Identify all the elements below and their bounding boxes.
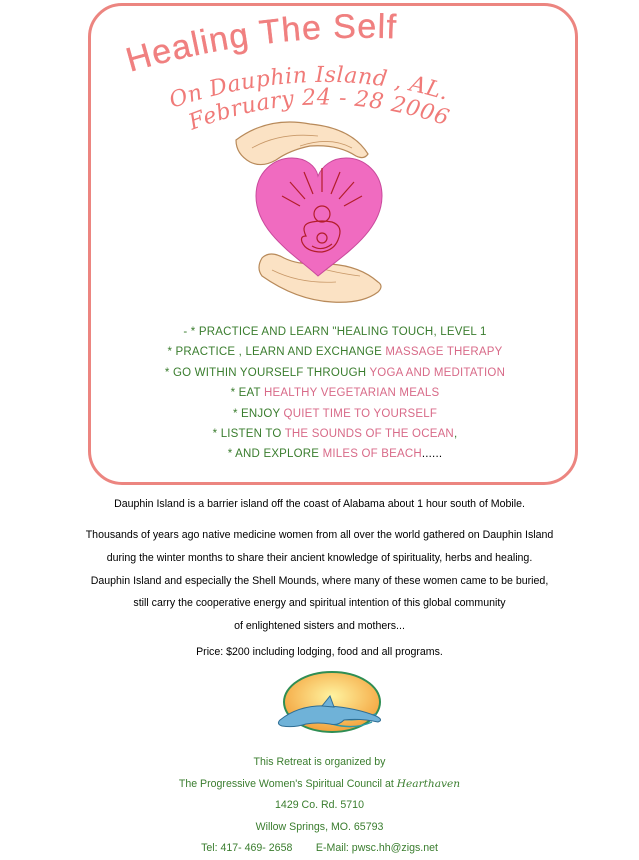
intro-paragraph: Dauphin Island is a barrier island off the coast of Alabama about 1 hour south of Mobile.: [114, 498, 525, 510]
list-item: * AND EXPLORE MILES OF BEACH......: [227, 448, 443, 461]
price-text: Price: $200 including lodging, food and all programs.: [196, 646, 443, 658]
council-place: Hearthaven: [396, 777, 461, 790]
contact-line: [0, 838, 639, 860]
dolphin-sun-icon: [278, 672, 380, 732]
council-name: The Progressive Women's Spiritual Council at: [178, 777, 397, 790]
list-item: * PRACTICE , LEARN AND EXCHANGE MASSAGE THERAPY: [167, 346, 503, 359]
list-item: - * PRACTICE AND LEARN "HEALING TOUCH, LEVEL 1: [183, 326, 487, 338]
paragraph-line: Dauphin Island and especially the Shell Mounds, where many of these women came to be buried,: [90, 574, 549, 587]
address-line: 1429 Co. Rd. 5710: [275, 799, 364, 811]
subtitle-location: On Dauphin Island , AL.: [166, 62, 452, 114]
paragraph-line: Thousands of years ago native medicine women from all over the world gathered on Dauphin Island: [85, 529, 554, 541]
page-title: Healing The Self: [121, 7, 398, 80]
email-link[interactable]: E-Mail: pwsc.hh@zigs.net: [315, 842, 438, 854]
subtitle-dates: February 24 - 28 2006: [185, 85, 453, 136]
phone-text: Tel: 417- 469- 2658: [201, 842, 293, 854]
paragraph-line: during the winter months to share their ancient knowledge of spirituality, herbs and healing.: [106, 551, 533, 564]
list-item: * EAT HEALTHY VEGETARIAN MEALS: [230, 387, 440, 400]
paragraph-line: of enlightened sisters and mothers...: [234, 620, 405, 633]
list-item: * LISTEN TO THE SOUNDS OF THE OCEAN,: [212, 428, 458, 441]
activity-list: [90, 322, 580, 465]
list-item: * GO WITHIN YOURSELF THROUGH YOGA AND MEDITATION: [164, 366, 506, 379]
paragraph-line: still carry the cooperative energy and spiritual intention of this global community: [133, 597, 506, 610]
city-line: Willow Springs, MO. 65793: [255, 820, 384, 833]
organizer-line: This Retreat is organized by: [253, 756, 386, 768]
list-item: * ENJOY QUIET TIME TO YOURSELF: [232, 407, 438, 420]
council-line: [0, 774, 639, 796]
contact-footer: [0, 752, 639, 860]
history-paragraph: [0, 524, 639, 638]
